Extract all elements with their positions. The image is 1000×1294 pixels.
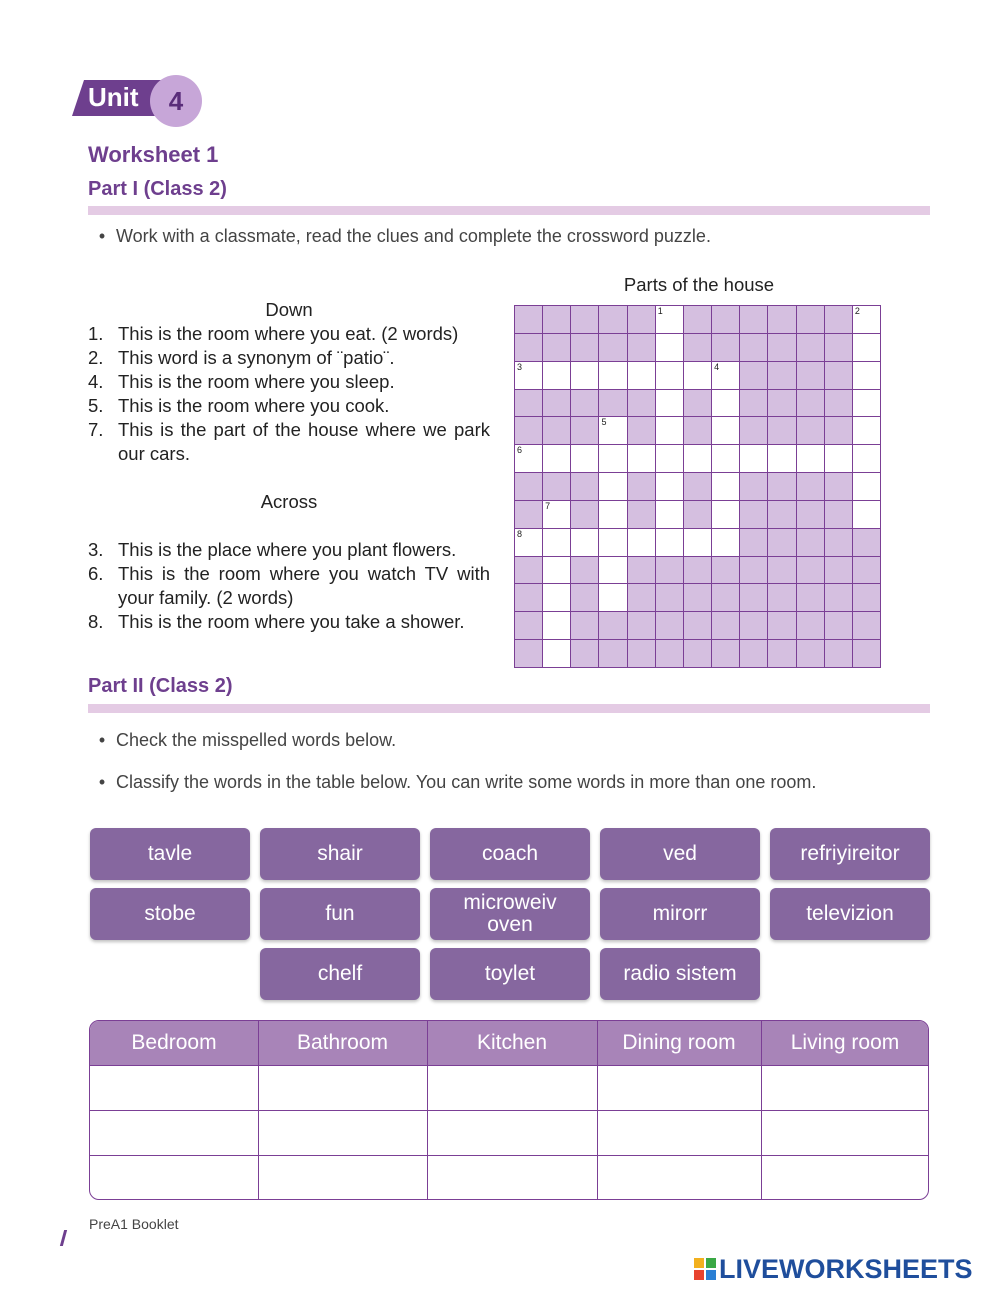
unit-number: 4 [150, 75, 202, 127]
crossword-block [767, 361, 796, 390]
crossword-block [598, 639, 627, 668]
crossword-cell[interactable] [655, 305, 684, 334]
clue-down-2 [88, 346, 490, 370]
crossword-block [683, 639, 712, 668]
crossword-cell[interactable] [711, 389, 740, 418]
row-divider [90, 1155, 928, 1156]
crossword-block [739, 305, 768, 334]
crossword-block [570, 556, 599, 585]
clue-text: This word is a synonym of ¨patio¨. [118, 347, 395, 368]
crossword-block [767, 500, 796, 529]
crossword-cell[interactable] [542, 583, 571, 612]
instruction-text: Check the misspelled words below. [116, 730, 397, 750]
crossword-cell[interactable] [852, 472, 881, 501]
crossword-block [570, 472, 599, 501]
crossword-block [514, 611, 543, 640]
down-title: Down [265, 299, 313, 320]
crossword-cell[interactable] [852, 361, 881, 390]
clue-across-8 [88, 610, 490, 634]
crossword-number: 8 [517, 528, 523, 539]
crossword-block [824, 528, 853, 557]
crossword-block [711, 611, 740, 640]
crossword-block [627, 583, 656, 612]
bullet-icon: • [98, 772, 106, 792]
word-chip[interactable]: tavle [90, 828, 250, 880]
part1-instruction-text: Work with a classmate, read the clues and complete the crossword puzzle. [116, 226, 711, 246]
crossword-cell[interactable] [739, 444, 768, 473]
crossword-block [711, 583, 740, 612]
crossword-cell[interactable] [542, 500, 571, 529]
part1-instruction [88, 226, 711, 247]
crossword-block [767, 333, 796, 362]
crossword-block [824, 389, 853, 418]
crossword-cell[interactable] [852, 389, 881, 418]
crossword-block [767, 556, 796, 585]
crossword-cell[interactable] [655, 361, 684, 390]
footer-text: PreA1 Booklet [89, 1216, 179, 1232]
part2-title: Part II (Class 2) [88, 675, 233, 697]
crossword-cell[interactable] [542, 611, 571, 640]
crossword-cell[interactable] [570, 444, 599, 473]
header-kitchen: Kitchen [476, 1031, 548, 1054]
crossword-block [570, 389, 599, 418]
header-dining-room: Dining room [622, 1031, 736, 1054]
crossword-block [514, 583, 543, 612]
crossword-block [796, 556, 825, 585]
crossword-block [852, 583, 881, 612]
crossword-block [514, 305, 543, 334]
crossword-cell[interactable] [655, 333, 684, 362]
crossword-cell[interactable] [655, 444, 684, 473]
crossword-cell[interactable] [852, 416, 881, 445]
word-chip[interactable]: microweiv oven [430, 888, 590, 940]
crossword-cell[interactable] [683, 444, 712, 473]
crossword-block [655, 556, 684, 585]
crossword-block [796, 389, 825, 418]
crossword-block [683, 611, 712, 640]
bullet-icon: • [98, 730, 106, 750]
crossword-block [852, 556, 881, 585]
crossword-block [542, 416, 571, 445]
crossword-block [683, 416, 712, 445]
crossword-cell[interactable] [542, 444, 571, 473]
crossword-block [514, 333, 543, 362]
crossword-block [711, 333, 740, 362]
crossword-block [767, 305, 796, 334]
crossword-cell[interactable] [598, 472, 627, 501]
crossword-number: 4 [714, 361, 720, 372]
crossword-title: Parts of the house [623, 274, 775, 295]
crossword-block [598, 389, 627, 418]
across-title: Across [260, 491, 318, 512]
crossword-block [739, 333, 768, 362]
crossword-block [570, 333, 599, 362]
clue-text: This is the room where you sleep. [118, 371, 395, 392]
crossword-block [739, 500, 768, 529]
clue-text: This is the part of the house where we park our cars. [118, 419, 490, 464]
crossword-block [542, 472, 571, 501]
word-chip[interactable]: fun [260, 888, 420, 940]
crossword-block [824, 611, 853, 640]
crossword-block [542, 333, 571, 362]
word-chip[interactable]: chelf [260, 948, 420, 1000]
crossword-cell[interactable] [796, 444, 825, 473]
crossword-block [796, 416, 825, 445]
part2-rule [88, 704, 930, 713]
clue-text: This is the place where you plant flowers. [118, 539, 457, 560]
word-chip[interactable]: televizion [770, 888, 930, 940]
crossword-block [570, 639, 599, 668]
crossword-block [796, 500, 825, 529]
crossword-block [824, 416, 853, 445]
crossword-cell[interactable] [627, 361, 656, 390]
classification-table [89, 1020, 929, 1200]
crossword-cell[interactable] [852, 500, 881, 529]
crossword-block [683, 583, 712, 612]
liveworksheets-logo [694, 1255, 973, 1283]
crossword-block [796, 361, 825, 390]
clue-number: 5. [88, 395, 104, 416]
word-chip[interactable]: coach [430, 828, 590, 880]
crossword-block [683, 472, 712, 501]
word-chip[interactable]: ved [600, 828, 760, 880]
crossword-block [711, 556, 740, 585]
worksheet-title: Worksheet 1 [88, 142, 219, 167]
crossword-cell[interactable] [598, 444, 627, 473]
crossword-block [796, 528, 825, 557]
word-chip[interactable]: refriyireitor [770, 828, 930, 880]
crossword-block [514, 416, 543, 445]
crossword-block [514, 639, 543, 668]
crossword-cell[interactable] [655, 416, 684, 445]
crossword-cell[interactable] [598, 556, 627, 585]
crossword-block [852, 639, 881, 668]
crossword-cell[interactable] [852, 333, 881, 362]
clue-number: 6. [88, 563, 104, 584]
word-chip[interactable]: toylet [430, 948, 590, 1000]
crossword-cell[interactable] [852, 444, 881, 473]
logo-text: LIVEWORKSHEETS [719, 1253, 973, 1284]
crossword-cell[interactable] [711, 444, 740, 473]
crossword-block [542, 389, 571, 418]
crossword-block [570, 583, 599, 612]
crossword-block [711, 639, 740, 668]
crossword-cell[interactable] [542, 639, 571, 668]
clue-down-7 [88, 418, 490, 466]
crossword-cell[interactable] [852, 305, 881, 334]
clue-number: 2. [88, 347, 104, 368]
clues [88, 298, 490, 634]
part2-instruction-2 [88, 772, 816, 793]
crossword-block [655, 611, 684, 640]
crossword-block [767, 472, 796, 501]
crossword-block [739, 472, 768, 501]
crossword-block [767, 583, 796, 612]
crossword-cell[interactable] [542, 361, 571, 390]
crossword-block [627, 333, 656, 362]
crossword-number: 5 [601, 417, 607, 428]
clue-down-5 [88, 394, 490, 418]
word-chip[interactable]: shair [260, 828, 420, 880]
crossword-cell[interactable] [683, 361, 712, 390]
crossword-block [767, 611, 796, 640]
crossword-block [739, 361, 768, 390]
clue-number: 4. [88, 371, 104, 392]
crossword-block [683, 389, 712, 418]
crossword-cell[interactable] [598, 583, 627, 612]
crossword-cell[interactable] [655, 500, 684, 529]
crossword-block [627, 639, 656, 668]
crossword-block [739, 583, 768, 612]
crossword-block [514, 389, 543, 418]
clue-number: 1. [88, 323, 104, 344]
instruction-text: Classify the words in the table below. You can write some words in more than one room. [116, 772, 817, 792]
crossword-grid[interactable] [514, 305, 880, 667]
crossword-cell[interactable] [655, 528, 684, 557]
crossword-block [739, 611, 768, 640]
header-living-room: Living room [790, 1031, 900, 1054]
crossword-block [824, 556, 853, 585]
crossword-block [796, 583, 825, 612]
clue-text: This is the room where you cook. [118, 395, 390, 416]
crossword-block [570, 500, 599, 529]
clue-text: This is the room where you watch TV with your family. (2 words) [118, 563, 490, 608]
clue-down-4 [88, 370, 490, 394]
crossword-cell[interactable] [683, 528, 712, 557]
crossword-block [627, 389, 656, 418]
crossword-cell[interactable] [598, 361, 627, 390]
unit-label: Unit [88, 82, 139, 112]
crossword-block [627, 556, 656, 585]
header-bedroom: Bedroom [131, 1031, 217, 1054]
crossword-block [627, 472, 656, 501]
crossword-number: 7 [545, 500, 551, 511]
word-chip[interactable]: stobe [90, 888, 250, 940]
crossword-block [711, 305, 740, 334]
crossword-block [514, 472, 543, 501]
clue-number: 7. [88, 419, 104, 440]
crossword-block [514, 500, 543, 529]
crossword-cell[interactable] [542, 528, 571, 557]
crossword-block [627, 500, 656, 529]
crossword-cell[interactable] [655, 472, 684, 501]
clue-text: This is the room where you take a shower. [118, 611, 465, 632]
header-bathroom: Bathroom [296, 1031, 389, 1054]
crossword-block [570, 416, 599, 445]
clue-text: This is the room where you eat. (2 words) [118, 323, 459, 344]
crossword-number: 2 [854, 306, 860, 316]
crossword-block [852, 528, 881, 557]
crossword-block [655, 583, 684, 612]
crossword-cell[interactable] [514, 444, 543, 473]
crossword-block [739, 389, 768, 418]
crossword-block [796, 611, 825, 640]
part1-title: Part I (Class 2) [88, 178, 227, 200]
crossword-cell[interactable] [627, 528, 656, 557]
crossword-block [683, 305, 712, 334]
crossword-number: 6 [517, 445, 523, 456]
crossword-block [739, 528, 768, 557]
bullet-icon: • [98, 226, 106, 246]
crossword-block [824, 305, 853, 334]
crossword-block [598, 305, 627, 334]
crossword-block [767, 389, 796, 418]
crossword-cell[interactable] [627, 444, 656, 473]
crossword-block [796, 472, 825, 501]
crossword-block [627, 611, 656, 640]
crossword-block [655, 639, 684, 668]
crossword-cell[interactable] [711, 472, 740, 501]
crossword-cell[interactable] [711, 500, 740, 529]
crossword-cell[interactable] [598, 500, 627, 529]
crossword-block [796, 639, 825, 668]
crossword-block [796, 305, 825, 334]
crossword-cell[interactable] [514, 361, 543, 390]
part2-instruction-1 [88, 730, 396, 751]
crossword-block [739, 639, 768, 668]
crossword-cell[interactable] [598, 528, 627, 557]
crossword-number: 1 [657, 306, 663, 316]
crossword-cell[interactable] [570, 528, 599, 557]
crossword-block [570, 611, 599, 640]
crossword-cell[interactable] [542, 556, 571, 585]
crossword-cell[interactable] [824, 444, 853, 473]
crossword-block [683, 333, 712, 362]
crossword-cell[interactable] [598, 416, 627, 445]
word-chip[interactable]: mirorr [600, 888, 760, 940]
crossword-block [824, 583, 853, 612]
crossword-cell[interactable] [711, 416, 740, 445]
logo-icon [694, 1258, 716, 1280]
crossword-block [824, 361, 853, 390]
corner-mark [60, 1230, 67, 1246]
crossword-cell[interactable] [570, 361, 599, 390]
crossword-block [796, 333, 825, 362]
crossword-block [767, 639, 796, 668]
clue-across-3 [88, 538, 490, 562]
crossword-cell[interactable] [711, 528, 740, 557]
crossword-block [824, 500, 853, 529]
crossword-block [542, 305, 571, 334]
crossword-block [767, 416, 796, 445]
crossword-block [824, 472, 853, 501]
crossword-block [852, 611, 881, 640]
crossword-block [739, 416, 768, 445]
crossword-cell[interactable] [711, 361, 740, 390]
crossword-block [824, 639, 853, 668]
crossword-block [824, 333, 853, 362]
crossword-block [570, 305, 599, 334]
row-divider [90, 1110, 928, 1111]
crossword-block [683, 556, 712, 585]
crossword-block [767, 528, 796, 557]
part1-rule [88, 206, 930, 215]
crossword-block [739, 556, 768, 585]
crossword-cell[interactable] [514, 528, 543, 557]
clue-number: 3. [88, 539, 104, 560]
crossword-cell[interactable] [767, 444, 796, 473]
crossword-block [598, 333, 627, 362]
clue-across-6 [88, 562, 490, 610]
crossword-block [683, 500, 712, 529]
crossword-block [514, 556, 543, 585]
crossword-block [627, 416, 656, 445]
clue-number: 8. [88, 611, 104, 632]
crossword-block [627, 305, 656, 334]
crossword-cell[interactable] [655, 389, 684, 418]
clue-down-1 [88, 322, 490, 346]
crossword-block [598, 611, 627, 640]
crossword-number: 3 [517, 361, 523, 372]
word-chip[interactable]: radio sistem [600, 948, 760, 1000]
row-divider [90, 1065, 928, 1066]
